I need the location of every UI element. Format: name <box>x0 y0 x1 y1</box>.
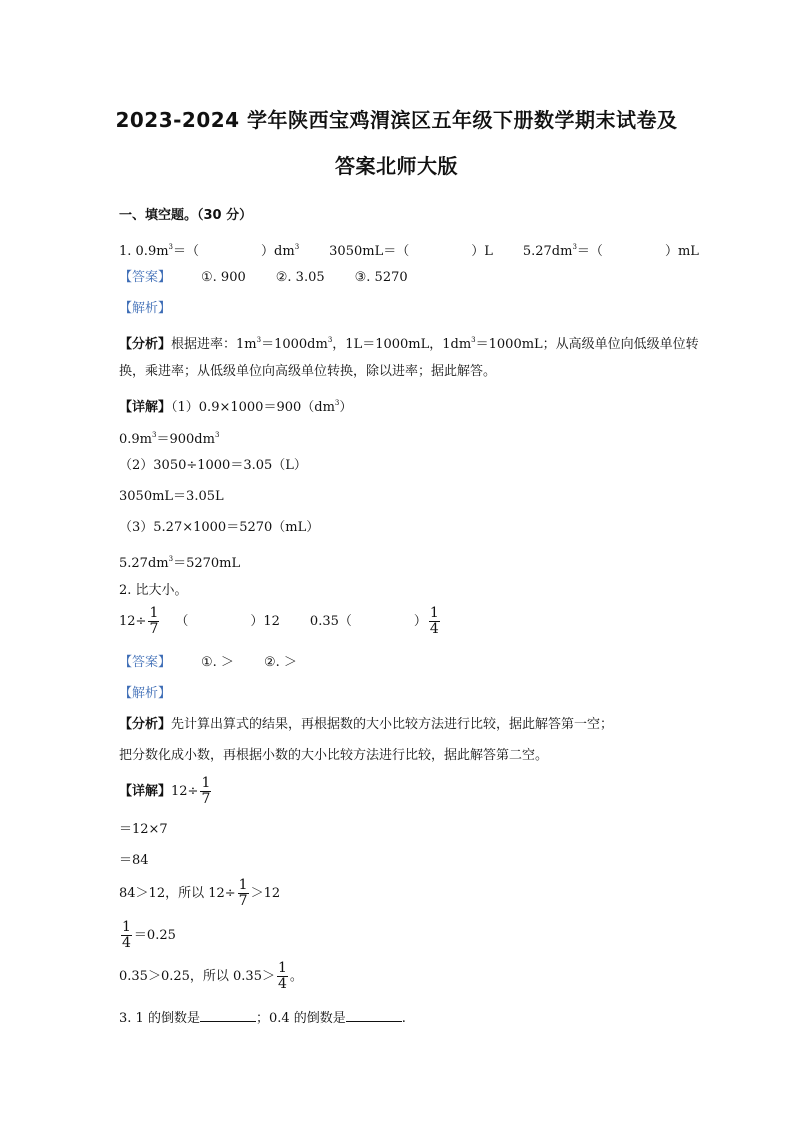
q1-answer <box>119 269 408 287</box>
question-3-stem: 3. 1 的倒数是 ；0.4 的倒数是 . <box>119 1011 406 1026</box>
q1-a-pre: 1. 0.9m <box>119 244 169 259</box>
q1-a-sup: 3 <box>168 243 174 251</box>
q2-detail-2: ＝12×7 <box>119 822 168 837</box>
fraction-1-4: $\frac{1}{4}$ <box>122 919 131 951</box>
q1-b-close: ）L <box>471 244 493 259</box>
q2-detail-4: 84＞12，所以 12÷ $\frac{1}{7}$ ＞12 <box>119 877 281 909</box>
q1-c-close: ）mL <box>664 244 699 259</box>
fenxi-tag: 【分析】 <box>119 337 172 352</box>
answer-tag: 【答案】 <box>119 270 172 285</box>
q1-detail-3: （2）3050÷1000＝3.05（L） <box>119 458 307 473</box>
q2-answer-2: ②. ＞ <box>263 655 297 670</box>
q3-blank-2 <box>346 1009 402 1022</box>
q2-expressions: 12÷ $\frac{1}{7}$ （ ）12 0.35（ ） $\frac{1}{4}$ <box>119 605 439 637</box>
q1-a-unit-sup: 3 <box>294 243 300 251</box>
document-title-line2: 答案北师大版 <box>335 154 458 178</box>
fenxi-tag: 【分析】 <box>119 717 172 732</box>
q1-c-sup: 3 <box>572 243 577 251</box>
q1-c-pre: 5.27dm <box>522 244 573 259</box>
document-title-line1: 2023-2024 学年陕西宝鸡渭滨区五年级下册数学期末试卷及 <box>115 108 678 132</box>
q1-detail-4: 3050mL＝3.05L <box>119 489 224 504</box>
q1-answer-1: ①. 900 <box>201 270 246 285</box>
xiangjie-tag: 【详解】 <box>119 400 172 415</box>
q2-fenxi-line2: 把分数化成小数，再根据小数的大小比较方法进行比较，据此解答第二空。 <box>119 748 549 763</box>
q2-detail-3: ＝84 <box>119 853 149 868</box>
q1-analysis-tag: 【解析】 <box>119 301 172 316</box>
fraction-1-7: $\frac{1}{7}$ <box>149 605 159 637</box>
q1-c-post: ＝（ <box>576 244 603 259</box>
q1-a-close: ）dm <box>261 244 295 259</box>
q3-blank-1 <box>200 1009 256 1022</box>
q1-detail-2: $0.9m^3=900dm^3$ <box>119 431 220 447</box>
fraction-1-4: $\frac{1}{4}$ <box>277 960 287 992</box>
fraction-1-4: $\frac{1}{4}$ <box>429 605 439 637</box>
q2-detail-6: 0.35＞0.25，所以 0.35＞ $\frac{1}{4}$ 。 <box>119 960 303 992</box>
q1-answer-3: ③. 5270 <box>354 270 408 285</box>
q2-fenxi-line1: 【分析】先计算出算式的结果，再根据数的大小比较方法进行比较，据此解答第一空； <box>119 717 614 732</box>
q1-fenxi-line2: 换，乘进率；从低级单位向高级单位转换，除以进率；据此解答。 <box>119 364 497 379</box>
q2-answer-1: ①. ＞ <box>201 655 234 670</box>
q2-answer <box>119 654 297 672</box>
q1-answer-2: ②. 3.05 <box>275 270 325 285</box>
question-2-stem: 2. 比大小。 <box>119 583 188 598</box>
q2-analysis-tag: 【解析】 <box>119 686 172 701</box>
q1-detail-6: $5.27dm^3=5270mL$ <box>119 555 241 571</box>
fraction-1-7: $\frac{1}{7}$ <box>201 775 211 807</box>
q2-detail-1: 【详解】12÷ $\frac{1}{7}$ <box>119 775 211 807</box>
question-1-stem <box>119 238 699 261</box>
xiangjie-tag: 【详解】 <box>119 784 172 799</box>
section-heading: 一、填空题。（30 分） <box>119 208 253 223</box>
q1-fenxi-line1: 【分析】根据进率：$1m^3=1000dm^3$，1L＝1000mL，$1dm^3=1000mL$；从高级单位向低级单位转 <box>119 336 699 352</box>
fraction-1-7: $\frac{1}{7}$ <box>238 877 248 909</box>
q1-a-post: ＝（ <box>173 244 200 259</box>
q2-detail-5: $\frac{1}{4}$ ＝0.25 <box>122 919 176 951</box>
answer-tag: 【答案】 <box>119 655 172 670</box>
q1-b-pre: 3050mL＝（ <box>329 244 410 259</box>
q1-detail-1: 【详解】$(1)0.9\times 1000=900(dm^3)$ <box>119 399 353 415</box>
q1-detail-5: （3）5.27×1000＝5270（mL） <box>119 520 320 535</box>
